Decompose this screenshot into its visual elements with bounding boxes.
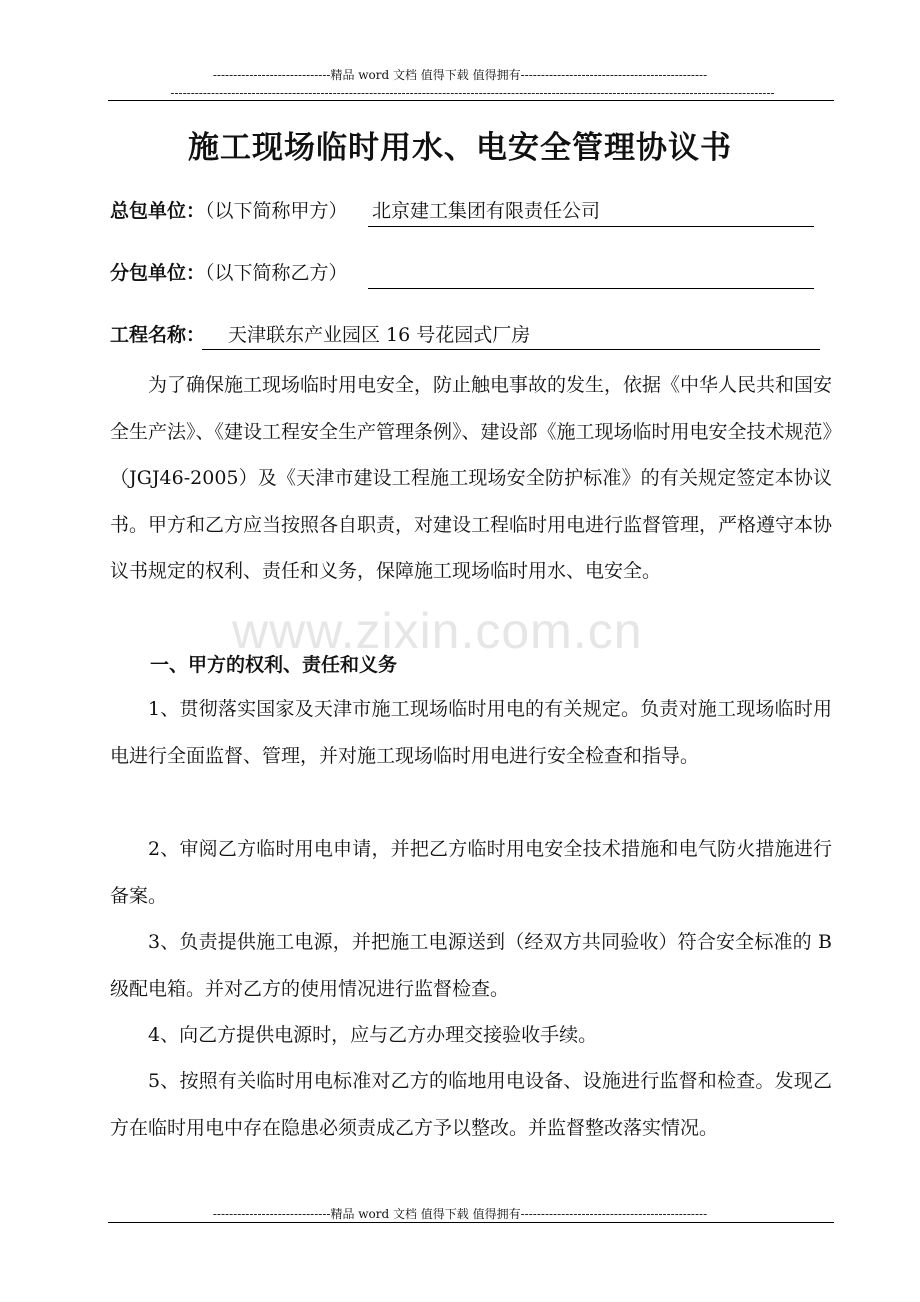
header-rule (108, 100, 834, 101)
field-note: （以下简称乙方） (205, 262, 348, 284)
page-header-dashes: ----------------------------------------------------------------------------------------------------------------------------------------------------- (170, 86, 775, 100)
field-general-contractor (110, 196, 601, 226)
field-label: 分包单位： (110, 262, 206, 284)
list-item: 5、按照有关临时用电标准对乙方的临地用电设备、设施进行监督和检查。发现乙方在临时用电中存在隐患必须责成乙方予以整改。并监督整改落实情况。 (110, 1070, 832, 1139)
watermark: www.zixin.com.cn (232, 603, 643, 659)
intro-paragraph: 为了确保施工现场临时用电安全，防止触电事故的发生，依据《中华人民共和国安全生产法》、《建设工程安全生产管理条例》、建设部《施工现场临时用电安全技术规范》（JGJ46-2005）及《天津市建设工程施工现场安全防护标准》的有关规定签定本协议书。甲方和乙方应当按照各自职责，对建设工程临时用电进行监督管理，严格遵守本协议书规定的权利、责任和义务，保障施工现场临时用水、电安全。 (110, 374, 833, 582)
field-value: 北京建工集团有限责任公司 (368, 196, 814, 227)
list-item: 1、贯彻落实国家及天津市施工现场临时用电的有关规定。负责对施工现场临时用电进行全面监督、管理，并对施工现场临时用电进行安全检查和指导。 (110, 698, 832, 767)
field-label: 工程名称： (110, 324, 206, 346)
field-label: 总包单位： (110, 200, 206, 222)
field-value (368, 258, 814, 289)
page-footer-text: -----------------------------精品 word 文档 值得下载 值得拥有---------------------------------------------- (212, 1207, 708, 1221)
section-heading: 一、甲方的权利、责任和义务 (150, 654, 398, 676)
page-header-text: -----------------------------精品 word 文档 值得下载 值得拥有---------------------------------------------- (212, 68, 708, 82)
field-project-name (110, 320, 531, 350)
list-item: 2、审阅乙方临时用电申请，并把乙方临时用电安全技术措施和电气防火措施进行备案。 (110, 838, 832, 907)
field-value: 天津联东产业园区 16 号花园式厂房 (202, 320, 820, 350)
list-item: 4、向乙方提供电源时，应与乙方办理交接验收手续。 (148, 1024, 598, 1046)
list-item: 3、负责提供施工电源，并把施工电源送到（经双方共同验收）符合安全标准的 B 级配电箱。并对乙方的使用情况进行监督检查。 (110, 931, 832, 1000)
field-subcontractor (110, 258, 348, 288)
field-note: （以下简称甲方） (205, 200, 348, 222)
document-title: 施工现场临时用水、电安全管理协议书 (188, 130, 732, 166)
footer-rule (108, 1222, 834, 1223)
